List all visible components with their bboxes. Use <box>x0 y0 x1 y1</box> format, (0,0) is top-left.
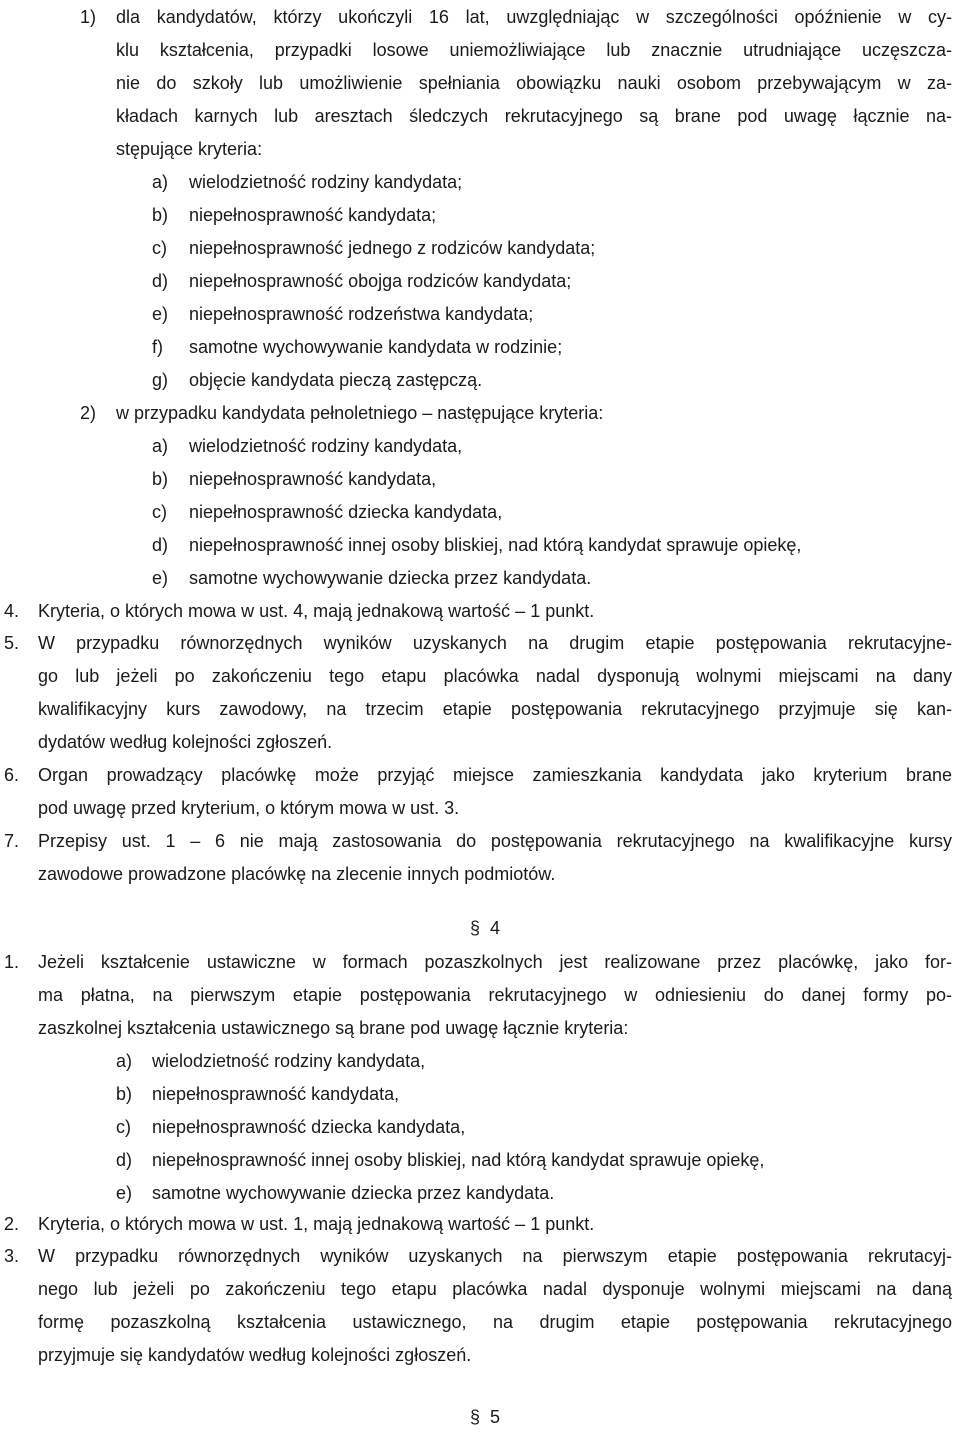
item-1-line-5: stępujące kryteria: <box>116 139 263 159</box>
s4-sub-c-text: niepełnosprawność dziecka kandydata, <box>152 1117 466 1137</box>
s4-sub-c-label: c) <box>116 1117 131 1137</box>
section-5-heading <box>470 1406 500 1428</box>
item-1-sub-d-text: niepełnosprawność obojga rodziców kandydata; <box>189 271 572 291</box>
section-symbol: § <box>470 918 481 938</box>
item-1-sub-b-text: niepełnosprawność kandydata; <box>189 205 437 225</box>
s4-point-3-line-2: nego lub jeżeli po zakończeniu tego etapu placówka nadal dysponuje wolnymi miejscami na daną <box>38 1279 952 1299</box>
s4-point-1-line-1: Jeżeli kształcenie ustawiczne w formach pozaszkolnych jest realizowane przez placówkę, jako for- <box>38 952 952 972</box>
s4-point-3-line-3: formę pozaszkolną kształcenia ustawicznego, na drugim etapie postępowania rekrutacyjnego <box>38 1312 952 1332</box>
s4-sub-b-label: b) <box>116 1084 133 1104</box>
item-1-line-1: dla kandydatów, którzy ukończyli 16 lat, uwzględniając w szczególności opóźnienie w cy- <box>116 7 952 27</box>
point-7-line-1: Przepisy ust. 1 – 6 nie mają zastosowania do postępowania rekrutacyjnego na kwalifikacyjne kursy <box>38 831 952 851</box>
point-6-line-1: Organ prowadzący placówkę może przyjąć miejsce zamieszkania kandydata jako kryterium brane <box>38 765 952 785</box>
s4-sub-a-text: wielodzietność rodziny kandydata, <box>152 1051 426 1071</box>
item-1-sub-d-label: d) <box>152 271 169 291</box>
item-2-sub-e-label: e) <box>152 568 169 588</box>
item-1-sub-c-label: c) <box>152 238 167 258</box>
s4-sub-d-label: d) <box>116 1150 133 1170</box>
s4-sub-e-label: e) <box>116 1183 133 1203</box>
item-2-label: 2) <box>80 403 97 423</box>
s4-point-1-line-3: zaszkolnej kształcenia ustawicznego są brane pod uwagę łącznie kryteria: <box>38 1018 629 1038</box>
s4-point-3-label: 3. <box>4 1246 20 1266</box>
s4-point-2-label: 2. <box>4 1214 20 1234</box>
item-2-sub-b-text: niepełnosprawność kandydata, <box>189 469 437 489</box>
section-number: 4 <box>490 918 501 938</box>
item-1-sub-c-text: niepełnosprawność jednego z rodziców kandydata; <box>189 238 596 258</box>
item-2-sub-d-label: d) <box>152 535 169 555</box>
item-2-sub-a-label: a) <box>152 436 169 456</box>
item-1-sub-f-text: samotne wychowywanie kandydata w rodzinie; <box>189 337 563 357</box>
item-1-line-2: klu kształcenia, przypadki losowe uniemożliwiające lub znacznie utrudniające uczęszcza- <box>116 40 952 60</box>
item-1-line-4: kładach karnych lub aresztach śledczych rekrutacyjnego są brane pod uwagę łącznie na- <box>116 106 952 126</box>
point-5-label: 5. <box>4 633 20 653</box>
item-1-sub-e-label: e) <box>152 304 169 324</box>
item-1-label: 1) <box>80 7 97 27</box>
item-2-sub-a-text: wielodzietność rodziny kandydata, <box>189 436 463 456</box>
item-1-sub-e-text: niepełnosprawność rodzeństwa kandydata; <box>189 304 534 324</box>
item-2-sub-c-text: niepełnosprawność dziecka kandydata, <box>189 502 503 522</box>
s4-sub-b-text: niepełnosprawność kandydata, <box>152 1084 400 1104</box>
item-2-sub-b-label: b) <box>152 469 169 489</box>
s4-point-3-line-4: przyjmuje się kandydatów według kolejności zgłoszeń. <box>38 1345 472 1365</box>
item-1-sub-g-text: objęcie kandydata pieczą zastępczą. <box>189 370 483 390</box>
item-1-sub-g-label: g) <box>152 370 169 390</box>
item-1-sub-f-label: f) <box>152 337 163 357</box>
point-7-line-2: zawodowe prowadzone placówkę na zlecenie innych podmiotów. <box>38 864 556 884</box>
s4-sub-e-text: samotne wychowywanie dziecka przez kandydata. <box>152 1183 555 1203</box>
section-number: 5 <box>490 1407 501 1427</box>
point-5-line-3: kwalifikacyjny kurs zawodowy, na trzecim etapie postępowania rekrutacyjnego przyjmuje się kan- <box>38 699 952 719</box>
item-1-sub-a-text: wielodzietność rodziny kandydata; <box>189 172 463 192</box>
point-5-line-4: dydatów według kolejności zgłoszeń. <box>38 732 333 752</box>
item-1-line-3: nie do szkoły lub umożliwienie spełniania obowiązku nauki osobom przebywającym w za- <box>116 73 952 93</box>
point-5-line-1: W przypadku równorzędnych wyników uzyskanych na drugim etapie postępowania rekrutacyjne- <box>38 633 952 653</box>
point-5-line-2: go lub jeżeli po zakończeniu tego etapu placówka nadal dysponują wolnymi miejscami na dany <box>38 666 952 686</box>
s4-point-2-line-1: Kryteria, o których mowa w ust. 1, mają jednakową wartość – 1 punkt. <box>38 1214 595 1234</box>
point-7-label: 7. <box>4 831 20 851</box>
item-2-sub-d-text: niepełnosprawność innej osoby bliskiej, nad którą kandydat sprawuje opiekę, <box>189 535 802 555</box>
item-2-text: w przypadku kandydata pełnoletniego – następujące kryteria: <box>116 403 604 423</box>
point-4-line-1: Kryteria, o których mowa w ust. 4, mają jednakową wartość – 1 punkt. <box>38 601 595 621</box>
s4-point-1-label: 1. <box>4 952 20 972</box>
item-2-sub-c-label: c) <box>152 502 167 522</box>
s4-sub-a-label: a) <box>116 1051 133 1071</box>
s4-sub-d-text: niepełnosprawność innej osoby bliskiej, nad którą kandydat sprawuje opiekę, <box>152 1150 765 1170</box>
s4-point-1-line-2: ma płatna, na pierwszym etapie postępowania rekrutacyjnego w odniesieniu do danej formy po- <box>38 985 952 1005</box>
point-6-label: 6. <box>4 765 20 785</box>
point-6-line-2: pod uwagę przed kryterium, o którym mowa w ust. 3. <box>38 798 460 818</box>
section-symbol: § <box>470 1407 481 1427</box>
item-2-sub-e-text: samotne wychowywanie dziecka przez kandydata. <box>189 568 592 588</box>
point-4-label: 4. <box>4 601 20 621</box>
section-4-heading <box>470 917 500 939</box>
item-1-sub-b-label: b) <box>152 205 169 225</box>
s4-point-3-line-1: W przypadku równorzędnych wyników uzyskanych na pierwszym etapie postępowania rekrutacyj- <box>38 1246 952 1266</box>
item-1-sub-a-label: a) <box>152 172 169 192</box>
